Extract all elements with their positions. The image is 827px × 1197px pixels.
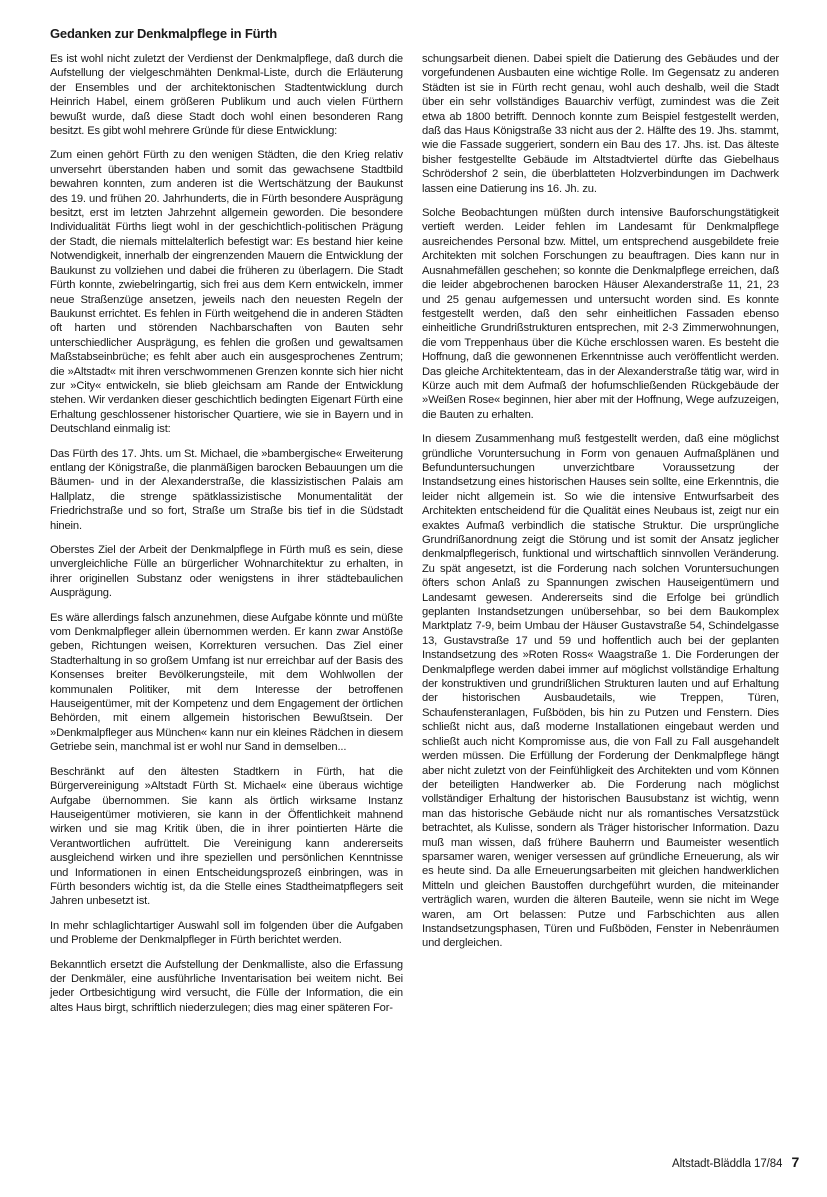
paragraph: Solche Beobachtungen müßten durch intensive Bauforschungstätigkeit vertieft werden. Leider fehlen im Landesamt für Denkmalpflege ausreichendes Personal bzw. Mittel, um entsprechend ausgebildete freie Architekten mit solchen Forschungen zu beauftragen. Dies kann nur in Ausnahmefällen geschehen; so konnte die Denkmalpflege erreichen, daß die leider abgebrochenen barocken Häuser Alexanderstraße 11, 21, 23 und 25 genau aufgemessen und untersucht worden sind. Es konnte festgestellt werden, daß den sehr einheitlichen Fassaden ebenso einheitliche Grundrißstrukturen entsprechen, mit 2-3 Zimmerwohnungen, die vom Treppenhaus über die Küche erschlossen waren. Es besteht die Hoffnung, daß die gewonnenen Erkenntnisse auch veröffentlicht werden. Das gleiche Architektenteam, das in der Alexanderstraße tätig war, wird in Kürze auch mit dem Aufmaß der hofumschließenden Rückgebäude der »Weißen Rose« beginnen, hier aber mit der Hoffnung, Wege aufzuzeigen, die Bauten zu erhalten. — [422, 207, 779, 421]
paragraph: Oberstes Ziel der Arbeit der Denkmalpflege in Fürth muß es sein, diese unvergleichliche Fülle an bürgerlicher Wohnarchitektur zu erhalten, in ihrer originellen Substanz oder wenigstens in ihrer städtebaulichen Ausprägung. — [50, 544, 403, 600]
publication-name: Altstadt-Bläddla 17/84 — [672, 1158, 783, 1170]
right-column — [422, 52, 779, 961]
paragraph: Es ist wohl nicht zuletzt der Verdienst der Denkmalpflege, daß durch die Aufstellung der vielgeschmähten Denkmal-Liste, durch die Erläuterung der Ensembles und der architektonischen Stadtentwicklung durch Heinrich Habel, einem größeren Publikum und auch vielen Fürthern bewußt wurde, daß diese Stadt doch wohl einen besonderen Rang besitzt. Es gibt wohl mehrere Gründe für diese Entwicklung: — [50, 53, 403, 138]
page-number: 7 — [791, 1154, 800, 1170]
left-column — [50, 52, 403, 1025]
paragraph: schungsarbeit dienen. Dabei spielt die Datierung des Gebäudes und der vorgefundenen Ausbauten eine wichtige Rolle. Im Gegensatz zu anderen Städten ist sie in Fürth recht genau, wohl auch deshalb, weil die Stadt über ein sehr vollständiges Bauarchiv verfügt, zumindest was die Zeit etwa ab 1800 betrifft. Dennoch konnte zum Beispiel festgestellt werden, daß das Haus Königstraße 33 nicht aus der 2. Hälfte des 19. Jhs. stammt, wie die Fassade suggeriert, sondern ein Bau des 17. Jhs. ist. Das älteste bisher festgestellte Gebäude im Altstadtviertel dürfte das Giebelhaus Schrödershof 2 sein, die überblatteten Holzverbindungen im Dachwerk lassen eine Datierung ins 16. Jh. zu. — [422, 53, 779, 195]
page-footer — [672, 1154, 799, 1170]
paragraph: Es wäre allerdings falsch anzunehmen, diese Aufgabe könnte und müßte vom Denkmalpfleger allein übernommen werden. Er kann zwar Anstöße geben, Richtungen weisen, Korrekturen versuchen. Das Ziel einer Stadterhaltung in so großem Umfang ist nur erreichbar auf der Basis des Konsenses breiter Bevölkerungsteile, mit dem Wohlwollen der kommunalen Politiker, mit dem Interesse der betroffenen Hauseigentümer, mit der Kompetenz und dem Engagement der örtlichen Behörden, mit einem allgemein historischen Bewußtsein. Der »Denkmalpfleger aus München« kann nur ein kleines Rädchen in diesem Getriebe sein, manchmal ist er wohl nur Sand in demselben... — [50, 611, 403, 754]
paragraph: Beschränkt auf den ältesten Stadtkern in Fürth, hat die Bürgervereinigung »Altstadt Fürth St. Michael« eine überaus wichtige Aufgabe übernommen. Sie kann als örtlich wirksame Instanz Hauseigentümer motivieren, sie kann in der Öffentlichkeit mahnend wirken und sie mag Kritik üben, die in ihrer pointierten Härte die Verantwortlichen aufrüttelt. Die Vereinigung kann andererseits ausgleichend wirken und ihre speziellen und persönlichen Kenntnisse und Informationen in einen Entscheidungsprozeß einbringen, was in Fürth besonders wichtig ist, da die Stelle eines Stadtheimatpflegers seit Jahren unbesetzt ist. — [50, 765, 403, 908]
page-title: Gedanken zur Denkmalpflege in Fürth — [50, 26, 278, 41]
paragraph: Das Fürth des 17. Jhts. um St. Michael, die »bambergische« Erweiterung entlang der Königstraße, die planmäßigen barocken Bebauungen um die Bäumen- und in der Alexanderstraße, die klassizistischen Palais am Hallplatz, die strenge spätklassizistische Monumentalität der Friedrichstraße und so fort, Straße um Straße bis tief in die Südstadt hinein. — [50, 447, 403, 532]
paragraph: Zum einen gehört Fürth zu den wenigen Städten, die den Krieg relativ unversehrt überstanden haben und somit das gewachsene Stadtbild bewahren konnten, zum anderen ist die Wertschätzung der Baukunst des 19. und frühen 20. Jahrhunderts, die in Fürth besondere Ausprägung besitzt, erst im letzten Jahrzehnt allgemein geworden. Die besondere Individualität Fürths liegt wohl in der geschichtlich-politischen Prägung der Stadt, die niemals mittelalterlich befestigt war: Es bestand hier keine Notwendigkeit, innerhalb der eingrenzenden Mauern die Entwicklung der Baukunst zu vollziehen und dabei die früheren zu überlagern. Die Stadt Fürth konnte, zwiebelringartig, sich frei aus dem Kern entwickeln, immer neue Straßenzüge ansetzen, jeweils nach den neuesten Regeln der Baukunst errichtet. Es fehlen in Fürth weitgehend die in anderen Städten oft harten und störenden Nachbarschaften von Bauten sehr unterschiedlicher Ausprägung, es fehlen die großen und gewaltsamen Maßstabseinbrüche; es fehlt aber auch ein ausgesprochenes Zentrum; die »Altstadt« mit ihren verschwommenen Grenzen konnte sich hier nicht zur »City« entwickeln, sie blieb gleichsam am Rande der Entwicklung stehen. Wir verdanken dieser geschichtlich bedingten Eigenart Fürth eine Erhaltung geschlossener historischer Quartiere, wie sie in Bayern und in Deutschland einmalig ist: — [50, 149, 403, 436]
paragraph: In diesem Zusammenhang muß festgestellt werden, daß eine möglichst gründliche Voruntersuchung in Form von genauen Aufmaßplänen und Befunduntersuchungen unverzichtbare Voraussetzung der Instandsetzung eines historischen Hauses sein sollte, eine Erkenntnis, die leider nicht allgemein ist. So wie die intensive Entwurfsarbeit des Architekten entscheidend für die Qualität eines Neubaus ist, zeigt nur ein exaktes Aufmaß verbindlich die statische Struktur. Die ursprüngliche Grundrißanordnung zeigt die Störung und ist somit der Ansatz jeglicher denkmalpflegerisch, funktional und wirtschaftlich sinnvollen Veränderung. Zu spät angesetzt, ist die Forderung nach solchen Voruntersuchungen öfters schon Anlaß zu Spannungen zwischen Hauseigentümern und Landesamt gewesen. Andererseits sind die Erfolge bei gründlich geplanten Instandsetzungen unübersehbar, so bei dem Baukomplex Marktplatz 7-9, beim Umbau der Häuser Gustavstraße 54, Schindelgasse 13, Gustavstraße 17 und 59 und hoffentlich auch bei der geplanten Instandsetzung des »Roten Ross« Waagstraße 1. Die Forderungen der Denkmalpflege werden dabei immer auf möglichst vollständige Erhaltung der konstruktiven und grundrißlichen Strukturen lauten und auf Erhaltung der historischen Ausbaudetails, wie Treppen, Türen, Schaufensteranlagen, Fußböden, bis hin zu Putzen und Fenstern. Dies schließt nicht aus, daß moderne Installationen eingebaut werden und schließt auch nicht Kompromisse aus, die von Fall zu Fall ausgehandelt werden müssen. Die Erfüllung der Forderung der Denkmalpflege hängt aber nicht zuletzt von der Feinfühligkeit des Architekten und vom Können der beteiligten Handwerker ab. Die Forderung nach möglichst vollständiger Erhaltung der historischen Bausubstanz ist wichtig, wenn man das historische Gebäude nicht nur als romantisches Versatzstück betrachtet, als Kulisse, sondern als Träger historischer Information. Dazu muß man wissen, daß frühere Bauherrn und Baumeister wesentlich sparsamer waren, weniger versessen auf gründliche Erneuerung, als wir es heute sind. Da alle Erneuerungsarbeiten mit gleichen handwerklichen Mitteln und gleichen Baustoffen durchgeführt wurden, die miteinander verträglich waren, wurden die älteren Bauteile, wenn sie nicht im Wege waren, am Ort belassen: Putze und Farbschichten aus allen Instandsetzungsphasen, Türen und Fußböden, Fenster in Nebenräumen und dergleichen. — [422, 433, 779, 950]
paragraph: Bekanntlich ersetzt die Aufstellung der Denkmalliste, also die Erfassung der Denkmäler, eine ausführliche Inventarisation bei weitem nicht. Bei jeder Ortbesichtigung wird versucht, die Fülle der Information, die ein altes Haus birgt, schriftlich niederzulegen; dies mag einer späteren For- — [50, 958, 403, 1014]
paragraph: In mehr schlaglichtartiger Auswahl soll im folgenden über die Aufgaben und Probleme der Denkmalpfleger in Fürth berichtet werden. — [50, 919, 403, 947]
